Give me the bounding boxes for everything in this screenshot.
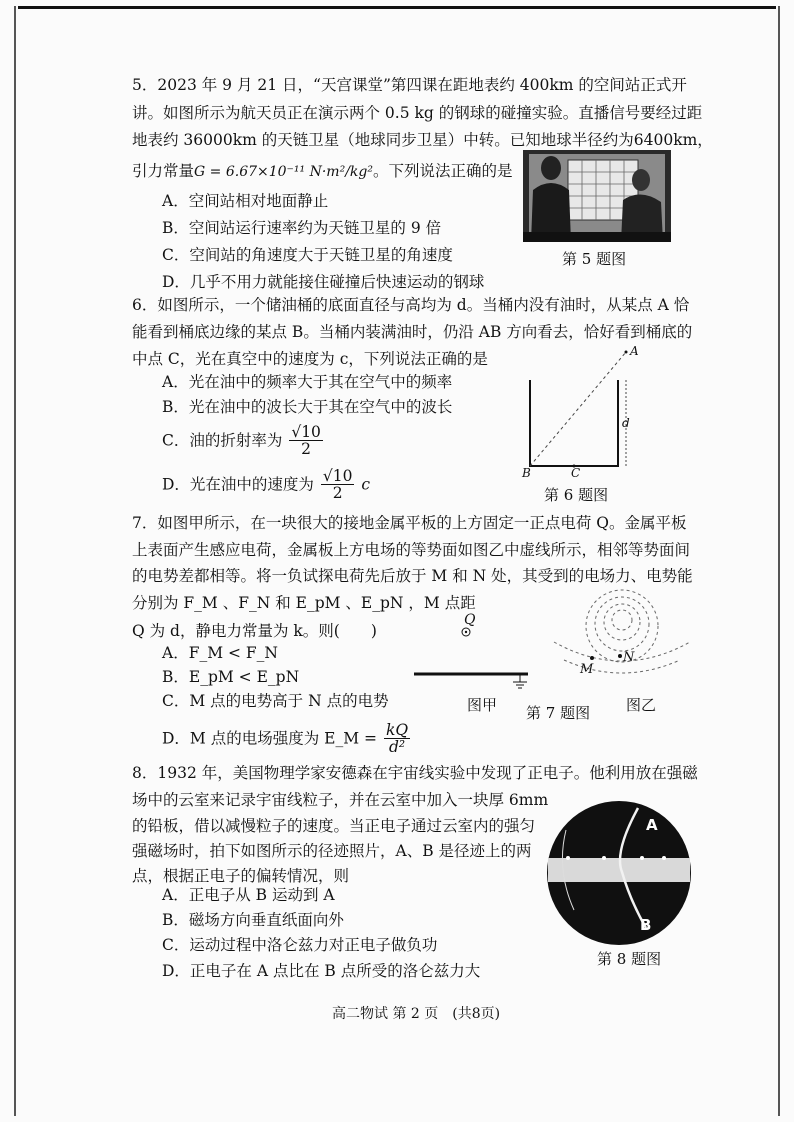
page-border — [14, 6, 16, 1116]
q5-option: D．几乎不用力就能接住碰撞后快速运动的钢球 — [162, 273, 485, 291]
figure-jia-label: 图甲 — [467, 696, 498, 714]
q8-line: 8．1932 年，美国物理学家安德森在宇宙线实验中发现了正电子。他利用放在强磁 — [132, 764, 698, 782]
q7-line: Q 为 d，静电力常量为 k。则( ) — [132, 622, 377, 640]
q8-line: 点，根据正电子的偏转情况，则 — [132, 867, 350, 885]
q5-option: A．空间站相对地面静止 — [162, 192, 329, 210]
q8-line: 强磁场时，拍下如图所示的径迹照片，A、B 是径迹上的两 — [132, 842, 532, 860]
q5-line: 5．2023 年 9 月 21 日，“天宫课堂”第四课在距地表约 400km 的空间站正式开 — [132, 76, 687, 94]
point-label-n: N — [623, 650, 635, 665]
q6-line: 6．如图所示，一个储油桶的底面直径与高均为 d。当桶内没有油时，从某点 A 恰 — [132, 296, 690, 314]
astronaut-photo — [523, 150, 671, 242]
q7-line: 分别为 F_M 、F_N 和 E_pM 、E_pN ，M 点距 — [132, 594, 476, 612]
fraction: $\frac{kQ}{\text{d²}}$ — [385, 721, 409, 756]
q5-line: 讲。如图所示为航天员正在演示两个 0.5 kg 的钢球的碰撞实验。直播信号要经过距 — [132, 104, 703, 122]
q7-line: 7．如图甲所示，在一块很大的接地金属平板的上方固定一正点电荷 Q。金属平板 — [132, 514, 687, 532]
q6-option: A．光在油中的频率大于其在空气中的频率 — [162, 373, 453, 391]
q8-line: 场中的云室来记录宇宙线粒子，并在云室中加入一块厚 6mm — [132, 791, 549, 809]
q6-option: D．光在油中的速度为 $\frac{√10}{2}$ c — [162, 467, 371, 502]
point-label-c: C — [571, 466, 581, 480]
oil-barrel-diagram — [518, 340, 658, 490]
q5-line: 引力常量G = 6.67×10⁻¹¹ N·m²/kg²。下列说法正确的是 — [132, 162, 513, 180]
q5-line: 地表约 36000km 的天链卫星（地球同步卫星）中转。已知地球半径约为6400km， — [132, 131, 713, 149]
q7-option: B．E_pM < E_pN — [162, 668, 300, 686]
q5-option: C．空间站的角速度大于天链卫星的角速度 — [162, 246, 453, 264]
q8-option: C．运动过程中洛仑兹力对正电子做负功 — [162, 936, 438, 954]
q6-option: B．光在油中的波长大于其在空气中的波长 — [162, 398, 453, 416]
track-point-b: B — [640, 916, 652, 934]
q5-caption: 第 5 题图 — [562, 250, 627, 268]
q6-line: 能看到桶底边缘的某点 B。当桶内装满油时，仍沿 AB 方向看去，恰好看到桶底的 — [132, 323, 693, 341]
point-label-b: B — [522, 466, 531, 480]
q7-line: 的电势差都相等。将一负试探电荷先后放于 M 和 N 处，其受到的电场力、电势能 — [132, 567, 693, 585]
q5-option: B．空间站运行速率约为天链卫星的 9 倍 — [162, 219, 442, 237]
q8-line: 的铅板，借以减慢粒子的速度。当正电子通过云室内的强匀 — [132, 817, 536, 835]
q8-option: A．正电子从 B 运动到 A — [162, 886, 335, 904]
height-label-d: d — [622, 416, 630, 430]
q6-line: 中点 C，光在真空中的速度为 c，下列说法正确的是 — [132, 350, 488, 368]
q6-option: C．油的折射率为 $\frac{√10}{2}$ — [162, 423, 321, 458]
page-border — [778, 6, 780, 1116]
q7-line: 上表面产生感应电荷，金属板上方电场的等势面如图乙中虚线所示，相邻等势面间 — [132, 541, 691, 559]
cloud-chamber-photo — [546, 800, 692, 946]
point-label-m: M — [580, 662, 594, 677]
q7-option: D．M 点的电场强度为 E_M = $\frac{kQ}{\text{d²}}$ — [162, 721, 409, 756]
q7-option: A．F_M < F_N — [162, 644, 278, 662]
point-label-a: A — [630, 344, 639, 358]
figure-yi-equipotential — [552, 580, 692, 680]
q7-caption: 第 7 题图 — [526, 704, 591, 722]
q8-caption: 第 8 题图 — [597, 950, 662, 968]
fraction: $\frac{√10}{2}$ — [291, 423, 321, 458]
q7-option: C．M 点的电势高于 N 点的电势 — [162, 692, 389, 710]
page-footer: 高二物试 第 2 页 (共8页) — [332, 1006, 501, 1022]
track-point-a: A — [646, 816, 658, 834]
q8-option: B．磁场方向垂直纸面向外 — [162, 911, 344, 929]
figure-jia-diagram — [410, 612, 550, 692]
q8-option: D．正电子在 A 点比在 B 点所受的洛仑兹力大 — [162, 962, 481, 980]
figure-yi-label: 图乙 — [626, 696, 657, 714]
fraction: $\frac{√10}{2}$ — [322, 467, 353, 502]
page-border — [18, 6, 776, 9]
charge-label-q: Q — [464, 612, 476, 628]
q6-caption: 第 6 题图 — [544, 486, 609, 504]
